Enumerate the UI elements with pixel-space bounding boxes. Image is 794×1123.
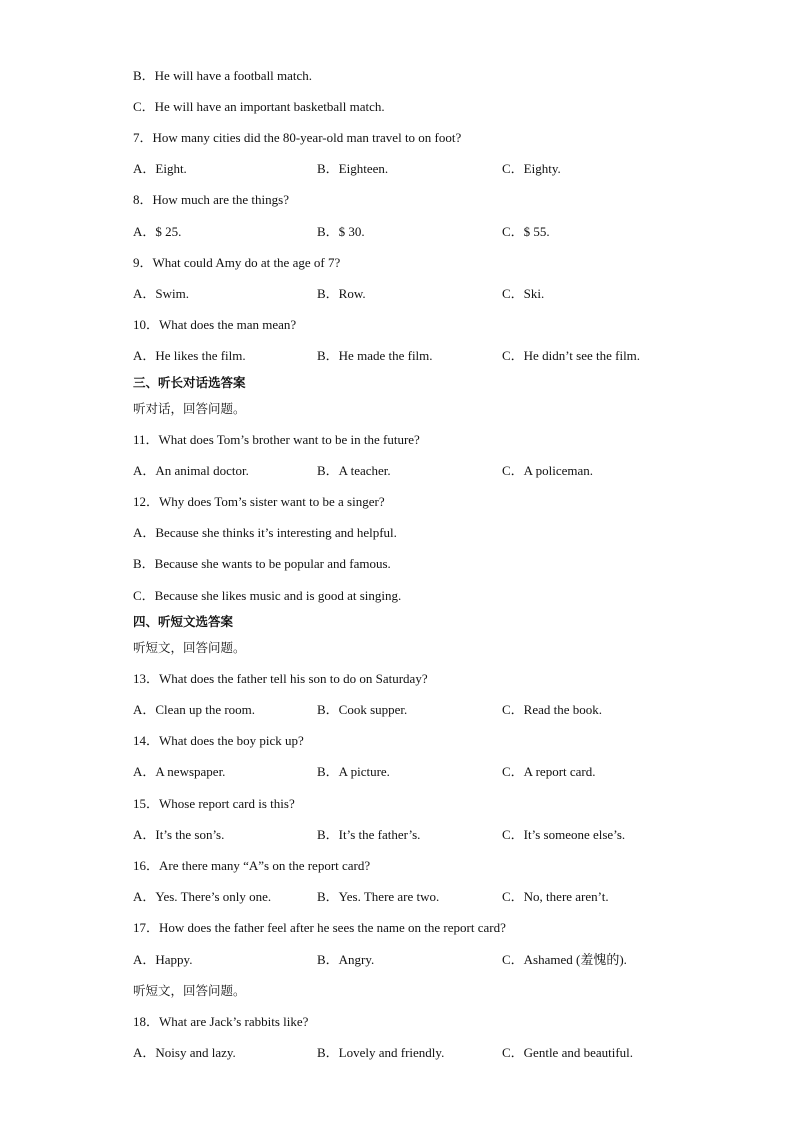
- q14-options: [133, 764, 753, 780]
- q8-option-a: A．$ 25.: [133, 224, 182, 239]
- q11-options: [133, 463, 753, 479]
- q12-option-a: A．Because she thinks it’s interesting and helpful.: [133, 525, 397, 540]
- question-17: 17．How does the father feel after he sees the name on the report card?: [133, 920, 506, 935]
- section-3-instruction: 听对话，回答问题。: [133, 401, 246, 416]
- q11-option-a: A．An animal doctor.: [133, 463, 249, 478]
- q10-option-c: C．He didn’t see the film.: [502, 348, 641, 363]
- q15-options: [133, 827, 753, 843]
- q13-option-c: C．Read the book.: [502, 702, 603, 717]
- q17-option-b: B．Angry.: [317, 952, 375, 967]
- question-13: 13．What does the father tell his son to do on Saturday?: [133, 671, 428, 686]
- q7-option-c: C．Eighty.: [502, 161, 561, 176]
- q12-option-c: C．Because she likes music and is good at singing.: [133, 588, 402, 603]
- passage-instruction: 听短文，回答问题。: [133, 983, 246, 998]
- q15-option-c: C．It’s someone else’s.: [502, 827, 626, 842]
- question-10: 10．What does the man mean?: [133, 317, 297, 332]
- q7-option-b: B．Eighteen.: [317, 161, 389, 176]
- q16-option-c: C．No, there aren’t.: [502, 889, 609, 904]
- q17-options: [133, 952, 753, 968]
- q15-option-b: B．It’s the father’s.: [317, 827, 421, 842]
- q10-options: [133, 348, 753, 364]
- question-12: 12．Why does Tom’s sister want to be a singer?: [133, 494, 385, 509]
- q6-option-b: B．He will have a football match.: [133, 68, 313, 83]
- q14-option-b: B．A picture.: [317, 764, 390, 779]
- q7-options: [133, 161, 753, 177]
- question-15: 15．Whose report card is this?: [133, 796, 295, 811]
- q8-option-b: B．$ 30.: [317, 224, 365, 239]
- q10-option-a: A．He likes the film.: [133, 348, 246, 363]
- question-7: 7．How many cities did the 80-year-old man travel to on foot?: [133, 130, 462, 145]
- q9-options: [133, 286, 753, 302]
- q18-option-c: C．Gentle and beautiful.: [502, 1045, 634, 1060]
- q13-options: [133, 702, 753, 718]
- q12-option-b: B．Because she wants to be popular and famous.: [133, 556, 391, 571]
- question-16: 16．Are there many “A”s on the report card?: [133, 858, 371, 873]
- q9-option-a: A．Swim.: [133, 286, 189, 301]
- q11-option-b: B．A teacher.: [317, 463, 391, 478]
- q17-option-a: A．Happy.: [133, 952, 193, 967]
- q16-option-b: B．Yes. There are two.: [317, 889, 440, 904]
- q10-option-b: B．He made the film.: [317, 348, 433, 363]
- q18-option-b: B．Lovely and friendly.: [317, 1045, 445, 1060]
- section-4-instruction: 听短文，回答问题。: [133, 640, 246, 655]
- q11-option-c: C．A policeman.: [502, 463, 593, 478]
- section-4-heading: 四、听短文选答案: [133, 614, 234, 629]
- q8-options: [133, 224, 753, 240]
- section-3-heading: 三、听长对话选答案: [133, 375, 246, 390]
- q16-options: [133, 889, 753, 905]
- q16-option-a: A．Yes. There’s only one.: [133, 889, 272, 904]
- q14-option-a: A．A newspaper.: [133, 764, 226, 779]
- q13-option-b: B．Cook supper.: [317, 702, 408, 717]
- q6-option-c: C．He will have an important basketball match.: [133, 99, 385, 114]
- q14-option-c: C．A report card.: [502, 764, 596, 779]
- q13-option-a: A．Clean up the room.: [133, 702, 256, 717]
- q8-option-c: C．$ 55.: [502, 224, 550, 239]
- q18-option-a: A．Noisy and lazy.: [133, 1045, 236, 1060]
- question-11: 11．What does Tom’s brother want to be in the future?: [133, 432, 420, 447]
- q17-option-c: C．Ashamed (羞愧的).: [502, 952, 627, 967]
- question-9: 9．What could Amy do at the age of 7?: [133, 255, 341, 270]
- q7-option-a: A．Eight.: [133, 161, 187, 176]
- q9-option-b: B．Row.: [317, 286, 366, 301]
- q18-options: [133, 1045, 753, 1061]
- q15-option-a: A．It’s the son’s.: [133, 827, 225, 842]
- question-14: 14．What does the boy pick up?: [133, 733, 304, 748]
- question-8: 8．How much are the things?: [133, 192, 289, 207]
- q9-option-c: C．Ski.: [502, 286, 545, 301]
- question-18: 18．What are Jack’s rabbits like?: [133, 1014, 309, 1029]
